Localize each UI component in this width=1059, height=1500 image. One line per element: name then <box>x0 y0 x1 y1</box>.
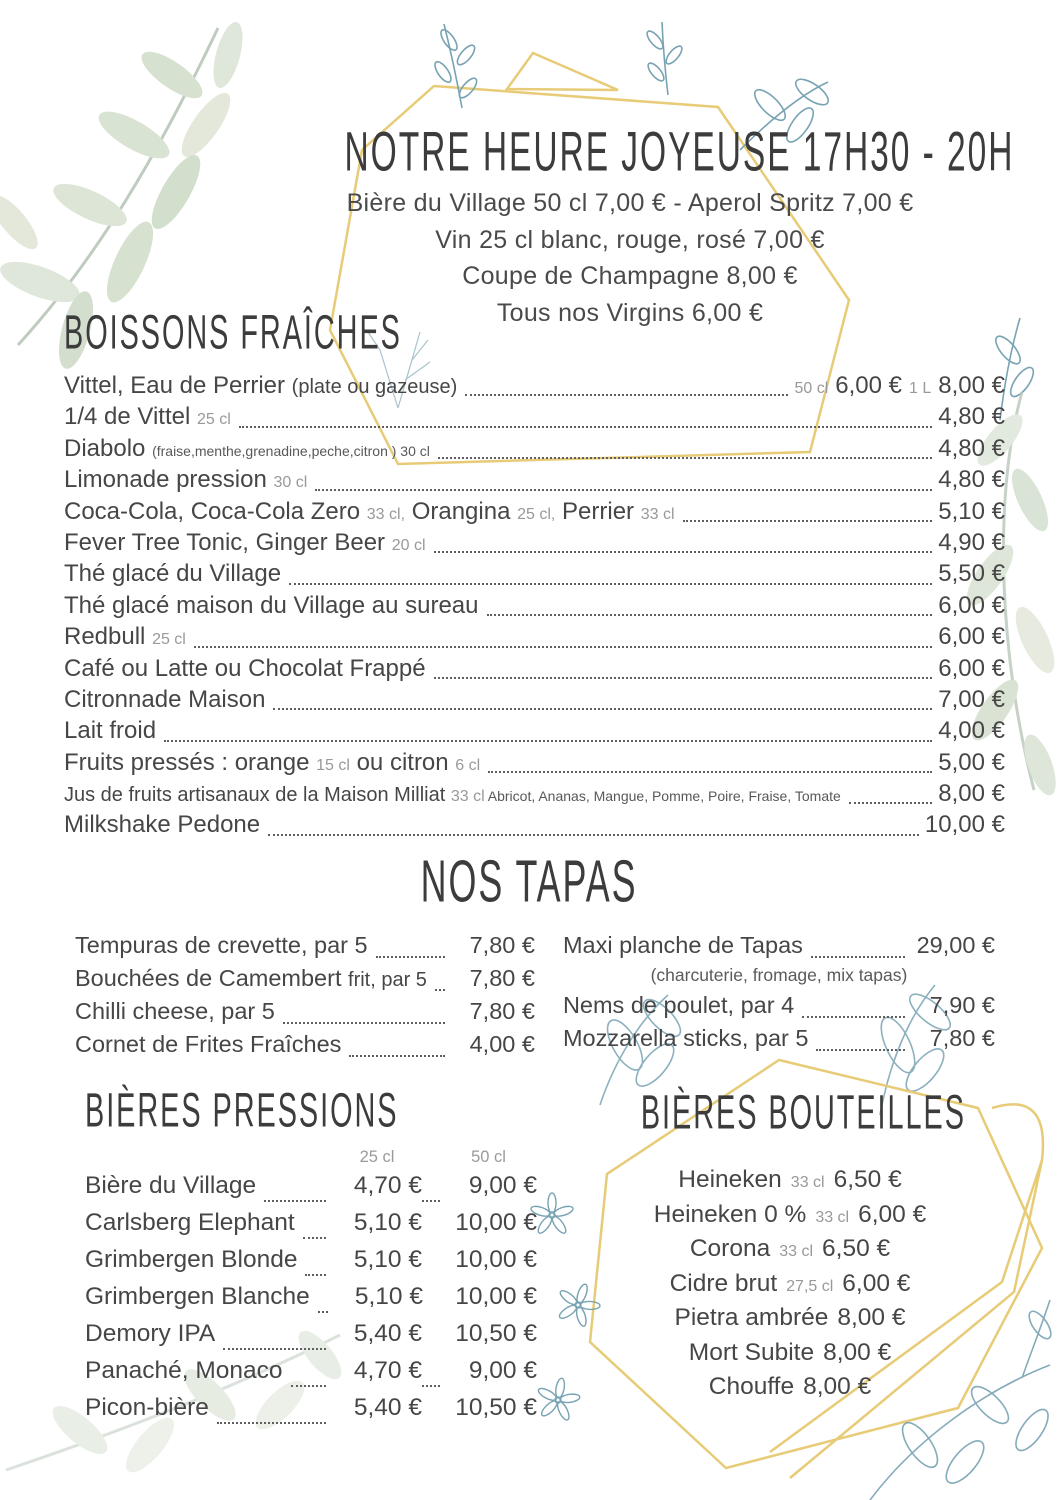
item-name <box>64 592 479 620</box>
pression-item <box>85 1283 537 1320</box>
item-name-part: Fruits pressés : orange <box>64 748 317 776</box>
item-name <box>64 403 231 431</box>
happy-hour-line: Bière du Village 50 cl 7,00 € - Aperol Spritz 7,00 € <box>346 189 914 217</box>
item-name-part: Maxi planche de Tapas <box>562 932 803 958</box>
item-name-part: Nems de poulet, par 4 <box>562 992 795 1018</box>
happy-hour-line: Coupe de Champagne 8,00 € <box>462 262 798 290</box>
item-name-part: Redbull <box>64 623 153 651</box>
item-name-part: Vittel, Eau de Perrier <box>64 372 292 399</box>
dotted-leader <box>487 614 933 616</box>
item-price <box>938 717 1005 745</box>
item-name-part: Jus de fruits artisanaux de la Maison Milliat <box>64 784 451 807</box>
item-name <box>64 811 260 839</box>
happy-hour-section <box>250 121 1015 331</box>
dotted-leader <box>422 1385 440 1387</box>
dotted-leader <box>434 677 933 679</box>
item-name-part: Diabolo <box>64 434 153 462</box>
item-name: Cidre brut <box>669 1269 778 1297</box>
item-name-part: 25 cl <box>152 631 186 649</box>
menu-item <box>64 498 1005 529</box>
item-price: 4,00 € <box>469 1031 535 1057</box>
price-part: 4,80 € <box>938 466 1005 494</box>
item-price: 7,80 € <box>469 965 535 991</box>
bouteille-item <box>595 1235 985 1270</box>
dotted-leader <box>318 1311 328 1313</box>
pressions-title: BIÈRES PRESSIONS <box>85 1083 399 1137</box>
item-price: 8,00 € <box>837 1304 906 1331</box>
item-name: Chouffe <box>708 1373 795 1400</box>
item-price <box>938 623 1005 651</box>
item-size: 33 cl <box>779 1243 814 1260</box>
item-price: 29,00 € <box>916 932 995 958</box>
item-name-part: (fraise,menthe,grenadine,peche,citron ) 30 cl <box>152 442 430 459</box>
price-50cl: 10,50 € <box>455 1320 537 1347</box>
menu-item <box>64 466 1005 497</box>
price-part: 5,00 € <box>938 748 1005 776</box>
price-25cl: 5,10 € <box>354 1283 423 1310</box>
price-50cl: 10,00 € <box>455 1283 537 1310</box>
item-size: 33 cl <box>815 1208 850 1226</box>
item-name <box>563 992 794 1019</box>
item-name: Heineken <box>678 1166 782 1193</box>
item-name-part: Citronnade Maison <box>64 685 266 713</box>
bieres-pressions-section <box>85 1083 537 1431</box>
dotted-leader <box>434 551 933 553</box>
price-part: 5,10 € <box>938 497 1005 525</box>
item-name-part: 20 cl <box>391 536 426 554</box>
item-name-part: Thé glacé du Village <box>64 560 282 588</box>
dotted-leader <box>849 802 932 804</box>
item-name-part: Milkshake Pedone <box>64 811 261 839</box>
item-name-part: Chilli cheese, par 5 <box>75 998 275 1024</box>
tapas-section <box>0 847 1059 1064</box>
bouteille-item <box>595 1373 985 1408</box>
tapas-title: NOS TAPAS <box>421 847 638 915</box>
item-name <box>64 717 156 745</box>
item-name <box>563 1025 809 1052</box>
item-name-part: Mozzarella sticks, par 5 <box>562 1025 809 1051</box>
dotted-leader <box>164 740 932 742</box>
item-name: Panaché, Monaco <box>85 1357 283 1384</box>
item-name-part: ou citron <box>349 748 456 776</box>
menu-item <box>64 372 1005 403</box>
item-name <box>64 498 675 526</box>
bouteille-item <box>595 1270 985 1305</box>
item-name-part: 15 cl <box>316 756 350 774</box>
item-name-part: 25 cl <box>196 411 231 429</box>
menu-item <box>64 560 1005 591</box>
happy-hour-line: Vin 25 cl blanc, rouge, rosé 7,00 € <box>435 225 825 254</box>
item-price: 8,00 € <box>803 1373 872 1400</box>
item-name-part: 25 cl, <box>517 505 556 523</box>
tapas-columns <box>75 932 995 1064</box>
dotted-leader <box>376 956 445 958</box>
item-name-part: (plate ou gazeuse) <box>291 376 458 398</box>
menu-item <box>64 655 1005 686</box>
price-part: 8,00 € <box>938 780 1005 808</box>
menu-item <box>64 592 1005 623</box>
item-name-part: Bouchées de Camembert <box>75 965 349 991</box>
tapas-item <box>75 1031 535 1064</box>
dotted-leader <box>422 1200 440 1202</box>
item-name: Demory IPA <box>85 1320 216 1347</box>
pression-item <box>85 1246 537 1283</box>
price-25cl: 5,40 € <box>353 1394 422 1421</box>
item-size: 27,5 cl <box>786 1277 834 1295</box>
tapas-title-wrap <box>0 847 1059 916</box>
item-name-part: Lait froid <box>64 717 157 745</box>
happy-hour-title-wrap <box>250 121 1015 185</box>
item-name-part: frit, par 5 <box>348 969 427 991</box>
price-part: 8,00 € <box>938 372 1005 399</box>
price-50cl: 10,00 € <box>455 1246 537 1273</box>
item-price <box>938 529 1005 557</box>
item-name-part: Coca-Cola, Coca-Cola Zero <box>64 497 367 525</box>
happy-hour-line: Tous nos Virgins 6,00 € <box>496 298 764 327</box>
item-price: 6,50 € <box>822 1235 891 1262</box>
dotted-leader <box>811 956 905 958</box>
item-name <box>75 998 275 1025</box>
teal-flowers-icon <box>530 1193 600 1422</box>
item-price: 8,00 € <box>823 1338 892 1366</box>
item-name <box>75 965 427 992</box>
tapas-item <box>563 1025 995 1058</box>
item-name-part: Fever Tree Tonic, Ginger Beer <box>64 528 392 556</box>
pression-item <box>85 1357 537 1394</box>
dotted-leader <box>289 583 932 585</box>
item-name: Grimbergen Blonde <box>85 1246 298 1273</box>
item-name <box>64 466 307 494</box>
item-name <box>64 780 841 808</box>
item-name: Carlsberg Elephant <box>85 1209 295 1236</box>
menu-item <box>64 717 1005 748</box>
item-name <box>64 435 430 463</box>
price-part: 1 L <box>909 380 932 397</box>
pression-item <box>85 1394 537 1431</box>
menu-item <box>64 811 1005 842</box>
tapas-item <box>75 998 535 1031</box>
item-name <box>64 623 186 651</box>
item-name: Bière du Village <box>85 1172 257 1199</box>
item-name-part: 33 cl <box>450 788 485 806</box>
dotted-leader <box>488 771 932 773</box>
bouteilles-title-wrap <box>595 1085 985 1140</box>
item-name: Corona <box>689 1235 771 1262</box>
item-name-part: Café ou Latte ou Chocolat Frappé <box>64 654 426 682</box>
bouteille-item <box>595 1304 985 1339</box>
item-price: 6,00 € <box>842 1269 911 1297</box>
pression-item <box>85 1172 537 1209</box>
item-price <box>938 749 1005 777</box>
dotted-leader <box>349 1055 445 1057</box>
item-name <box>64 686 265 714</box>
item-name-part: Cornet de Frites Fraîches <box>75 1031 342 1057</box>
item-name <box>75 932 368 959</box>
pressions-title-wrap <box>85 1083 537 1138</box>
price-part: 6,00 € <box>835 372 903 399</box>
item-price: 7,80 € <box>469 998 535 1024</box>
boissons-title: BOISSONS FRAÎCHES <box>64 305 402 359</box>
bouteille-item <box>595 1201 985 1236</box>
dotted-leader <box>291 1385 327 1387</box>
price-25cl: 5,10 € <box>353 1246 422 1273</box>
price-25cl: 5,40 € <box>353 1320 422 1347</box>
dotted-leader <box>223 1348 326 1350</box>
price-part: 10,00 € <box>924 811 1005 839</box>
dotted-leader <box>802 1016 905 1018</box>
bieres-bouteilles-section <box>595 1085 985 1408</box>
dotted-leader <box>194 646 932 648</box>
item-name-part: Thé glacé maison du Village au sureau <box>64 591 479 619</box>
tapas-item <box>75 932 535 965</box>
menu-item <box>64 435 1005 466</box>
item-name: Picon-bière <box>85 1394 209 1421</box>
price-part: 50 cl <box>794 380 829 397</box>
item-price <box>938 403 1005 431</box>
item-name <box>64 655 426 683</box>
menu-item <box>64 686 1005 717</box>
item-price <box>938 686 1005 714</box>
menu-item <box>64 623 1005 654</box>
bouteilles-list <box>595 1166 985 1408</box>
price-50cl: 10,50 € <box>455 1394 537 1421</box>
item-name <box>64 560 281 588</box>
tapas-left-column <box>75 932 535 1064</box>
item-name-part: Orangina <box>405 497 518 525</box>
pressions-size-header <box>85 1148 537 1172</box>
price-part: 4,80 € <box>938 403 1005 431</box>
item-price <box>938 592 1005 620</box>
item-price <box>938 466 1005 494</box>
bouteille-item <box>595 1166 985 1201</box>
dotted-leader <box>239 426 932 428</box>
item-price <box>938 655 1005 683</box>
item-name-part: 33 cl <box>640 505 675 523</box>
price-part: 4,90 € <box>938 528 1005 556</box>
dotted-leader <box>435 989 445 991</box>
item-price <box>794 372 1005 400</box>
item-price: 6,00 € <box>858 1200 927 1228</box>
dotted-leader <box>438 457 932 459</box>
tapas-right-column <box>563 932 995 1064</box>
item-name-part: Tempuras de crevette, par 5 <box>75 932 368 958</box>
price-part: 6,00 € <box>938 654 1005 682</box>
item-name-part: 30 cl <box>273 474 308 492</box>
menu-item <box>64 529 1005 560</box>
item-name-part: Limonade pression <box>64 466 274 494</box>
price-50cl: 9,00 € <box>468 1172 537 1199</box>
item-price <box>938 560 1005 588</box>
tapas-item <box>563 992 995 1025</box>
bouteilles-title: BIÈRES BOUTEILLES <box>640 1085 966 1139</box>
size-header-25cl: 25 cl <box>359 1148 395 1166</box>
item-name-part: 33 cl, <box>366 505 406 523</box>
dotted-leader <box>303 1237 326 1239</box>
size-header-50cl: 50 cl <box>471 1148 506 1166</box>
tapas-item <box>75 965 535 998</box>
price-part: 5,50 € <box>938 560 1005 588</box>
item-name: Heineken 0 % <box>653 1200 807 1228</box>
price-50cl: 9,00 € <box>468 1357 537 1384</box>
dotted-leader <box>268 834 919 836</box>
item-price <box>938 435 1005 463</box>
dotted-leader <box>816 1049 905 1051</box>
item-price: 7,80 € <box>469 932 535 958</box>
pression-item <box>85 1209 537 1246</box>
item-name-part: 1/4 de Vittel <box>64 403 197 431</box>
boissons-list <box>64 372 1005 843</box>
item-price: 7,80 € <box>929 1025 995 1051</box>
tapas-item <box>563 932 995 965</box>
dotted-leader <box>305 1274 326 1276</box>
dotted-leader <box>283 1022 445 1024</box>
item-name <box>75 1031 341 1058</box>
item-name: Mort Subite <box>688 1338 815 1366</box>
price-part: 6,00 € <box>938 591 1005 619</box>
price-25cl: 4,70 € <box>353 1172 422 1199</box>
price-part: 4,80 € <box>938 434 1005 462</box>
item-name <box>563 932 803 959</box>
dotted-leader <box>465 394 788 396</box>
happy-hour-title: NOTRE HEURE JOYEUSE 17H30 - 20H <box>344 121 1015 184</box>
dotted-leader <box>273 708 932 710</box>
menu-item <box>64 780 1005 811</box>
item-name <box>64 749 480 777</box>
menu-item <box>64 403 1005 434</box>
item-name-part: Abricot, Ananas, Mangue, Pomme, Poire, Fraise, Tomate <box>484 788 841 805</box>
dotted-leader <box>683 520 933 522</box>
price-50cl: 10,00 € <box>455 1209 537 1236</box>
price-25cl: 5,10 € <box>353 1209 422 1236</box>
price-part: 7,00 € <box>938 685 1005 713</box>
bouteille-item <box>595 1339 985 1374</box>
dotted-leader <box>264 1200 326 1202</box>
pressions-list <box>85 1172 537 1431</box>
item-price: 6,50 € <box>833 1166 902 1193</box>
item-name-part: Perrier <box>555 497 641 525</box>
price-25cl: 4,70 € <box>353 1357 422 1384</box>
item-name <box>64 372 457 400</box>
item-name: Pietra ambrée <box>674 1304 829 1331</box>
pression-item <box>85 1320 537 1357</box>
item-price <box>925 811 1005 839</box>
dotted-leader <box>315 489 932 491</box>
price-part: 4,00 € <box>938 717 1005 745</box>
item-name-part: 6 cl <box>455 756 481 774</box>
item-price <box>938 780 1005 808</box>
item-size: 33 cl <box>790 1174 825 1191</box>
menu-item <box>64 749 1005 780</box>
item-name: Grimbergen Blanche <box>85 1283 310 1310</box>
price-part: 6,00 € <box>938 623 1005 651</box>
item-note: (charcuterie, fromage, mix tapas) <box>650 965 908 985</box>
item-price <box>938 498 1005 526</box>
dotted-leader <box>217 1422 326 1424</box>
item-name <box>64 529 426 557</box>
item-price: 7,90 € <box>929 992 995 1018</box>
